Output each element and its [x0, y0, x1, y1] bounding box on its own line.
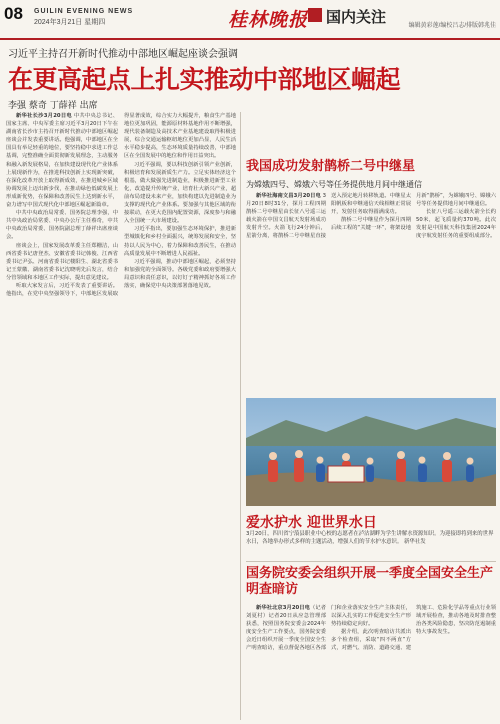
publication-name: GUILIN EVENING NEWS	[34, 8, 134, 15]
article-3-paragraph: 据介绍，此次明查暗访共派出多个检查组，采取“四不两直”方式，对燃气、消防、道路交通、建筑施工、危险化学品等重点行业领域开展检查，推动各地及时排查整治各类风险隐患，坚决防范遏制重特大事故发生。	[331, 605, 496, 651]
article-2-paragraph: 新华社海南文昌3月20日电 3月20日8时31分，探月工程四期鹊桥二号中继星由长征八号遥三运载火箭在中国文昌航天发射场成功发射升空。火箭飞行24分钟后，星箭分离，将鹊桥二号中继星直接送入预定地月转移轨道。中继星太阳帆板和中继通信天线相继正常展开，发射任务取得圆满成功。	[246, 193, 411, 239]
news-photo	[246, 398, 496, 506]
article-3-body	[246, 604, 496, 720]
article-3-paragraph: 新华社北京3月20日电（记者刘夏村）记者20日从应急管理部获悉，按照国务院安委会2024年度安全生产工作要点，国务院安委会近日组织开展一季度全国安全生产明查暗访，重点督促各地区各部门和企业落实安全生产主体责任，以深入扎实的工作促进安全生产形势持续稳定向好。	[246, 605, 411, 651]
editor-credits: 编辑黄彩莲/编校吕志/排版韩兆佳	[408, 23, 496, 29]
section-title: 国内关注	[326, 8, 387, 26]
article-2-headline: 我国成功发射鹊桥二号中继星	[246, 159, 416, 174]
lead-paragraph: 习近平强调，要以科技创新引领产业创新，积极培育和发展新质生产力。立足实体经济这个根基，做大做强先进制造业，积极推进新型工业化，改造提升传统产业，培育壮大新兴产业，超前布局建设未来产业，加快构建以先进制造业为支撑的现代化产业体系。要加强与其他区域的衔接联动，在更大范围内配置资源，深度参与和融入全国统一大市场建设。	[124, 161, 236, 225]
lead-byline: 李强 蔡奇 丁薛祥 出席	[8, 101, 98, 111]
page-number: 08	[4, 4, 23, 23]
masthead	[0, 0, 500, 40]
section-divider	[246, 561, 496, 562]
column-divider	[240, 112, 241, 720]
article-2-paragraph: 鹊桥二号中继星作为探月四期后续工程的“关键一环”，将架设地月新“鹊桥”，为嫦娥四号、嫦娥六号等任务提供地月间中继通信。	[331, 193, 496, 231]
lakeside-photo-illustration	[246, 398, 496, 506]
lead-paragraph: 座谈会上，国家发展改革委主任郑栅洁，山西省委书记唐登杰、安徽省委书记韩俊、江西省委书记尹弘、河南省委书记楼阳生、湖北省委书记王蒙徽、湖南省委书记沈晓明先后发言，结合分管领域和本地区工作实际，提出意见建议。	[6, 242, 118, 281]
photo-headline: 爱水护水 迎世界水日	[246, 515, 377, 531]
article-2-subheadline: 为嫦娥四号、嫦娥六号等任务提供地月间中继通信	[246, 180, 422, 189]
article-2-dateline: 新华社海南文昌3月20日电	[256, 193, 321, 199]
lead-paragraph: 习近平指出，要加强生态环境保护，推进新型城镇化和乡村全面振兴，统筹发展和安全，坚持以人民为中心，着力保障和改善民生，在推动高质量发展中不断增进人民福祉。	[124, 226, 236, 257]
newspaper-logo: 桂林晚报	[228, 9, 309, 31]
article-2-body	[246, 192, 496, 395]
lead-article-body	[6, 112, 236, 720]
article-3-headline: 国务院安委会组织开展一季度全国安全生产明查暗访	[246, 566, 494, 597]
lead-paragraph: 新华社长沙3月20日电 中共中央总书记、国家主席、中央军委主席习近平3月20日下午在湖南省长沙市主持召开新时代推动中部地区崛起座谈会并发表重要讲话。他强调，中部地区在全国具有举足轻重的地位，要坚持稳中求进工作总基调，完整准确全面贯彻新发展理念，主动服务和融入新发展格局，在加快建设现代化产业体系上展现新作为，在推进科技创新上实现新突破，在深化改革开放上取得新成效，在推进城乡区域协调发展上迈出新步伐，在推动绿色低碳发展上形成新优势，在保障和改善民生上达到新水平，奋力谱写中国式现代化中部地区崛起新篇章。	[6, 113, 118, 209]
lead-kicker: 习近平主持召开新时代推动中部地区崛起座谈会强调	[8, 49, 238, 60]
section-marker-icon	[308, 8, 322, 22]
article-3-dateline: 新华社北京3月20日电	[256, 605, 310, 611]
lead-headline: 在更高起点上扎实推动中部地区崛起	[8, 65, 401, 94]
lead-paragraph: 中共中央政治局常委、国务院总理李强，中共中央政治局常委、中央办公厅主任蔡奇，中共中央政治局常委、国务院副总理丁薛祥出席座谈会。	[6, 210, 118, 241]
lead-paragraph: 听取大家发言后，习近平发表了重要讲话。他指出，在党中央坚强领导下，中部地区发展取得显著成效，综合实力大幅提升，粮食生产基地地位更加巩固，能源原材料基地作用不断增强，现代装备制造及高技术产业基地建设取得积极进展，综合交通运输枢纽地位更加凸显，人民生活水平稳步提高，生态环境质量持续改善，中部地区在全国发展中的地位和作用日益突出。	[6, 113, 236, 298]
lead-dateline: 新华社长沙3月20日电	[16, 113, 72, 119]
photo-caption: 3月20日，四川省宁蒗县职业中心校的志愿者在泸沽湖畔为学生讲解水资源知识。为迎接即将到来的世界水日，各地举办形式多样的主题活动，增强人们的节水护水意识。 新华社发	[246, 531, 494, 545]
date-line: 2024年3月21日 星期四	[34, 19, 106, 26]
lead-paragraph: 习近平强调，推动中部地区崛起，必须坚持和加强党的全面领导。各级党委和政府要增强大局意识和责任意识，以钉钉子精神抓好各项工作落实，确保党中央决策部署落地见效。	[124, 258, 236, 289]
article-2-paragraph: 长征八号遥三运载火箭全长约50米，起飞质量约370吨。此次发射是中国航天科技集团2024年度宇航发射任务的重要组成部分。	[416, 209, 496, 239]
publication-info	[34, 6, 133, 28]
